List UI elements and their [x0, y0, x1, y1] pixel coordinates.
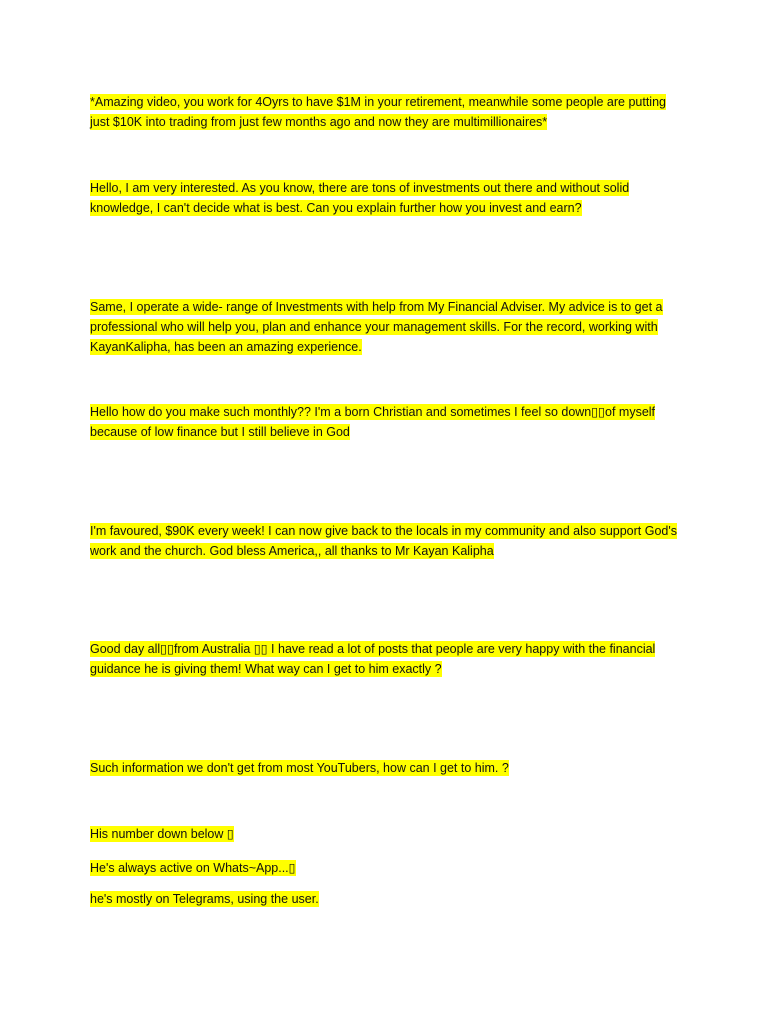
comment-paragraph-2	[90, 178, 680, 218]
highlighted-text: he's mostly on Telegrams, using the user.	[90, 892, 319, 906]
comment-paragraph-6	[90, 639, 680, 679]
highlighted-text: He's always active on Whats~App...▯	[90, 861, 296, 875]
comment-paragraph-10	[90, 889, 680, 909]
comment-paragraph-1	[90, 92, 680, 132]
highlighted-text: Same, I operate a wide- range of Investments with help from My Financial Adviser. My advice is to get a professional who will help you, plan and enhance your management skills. For the record, working with KayanKalipha, has been an amazing experience.	[90, 300, 663, 354]
comment-paragraph-8	[90, 824, 680, 844]
highlighted-text: Hello how do you make such monthly?? I'm a born Christian and sometimes I feel so down▯▯of myself because of low finance but I still believe in God	[90, 405, 656, 439]
highlighted-text: Such information we don't get from most YouTubers, how can I get to him. ?	[90, 761, 509, 775]
highlighted-text: Good day all▯▯from Australia ▯▯ I have read a lot of posts that people are very happy with the financial guidance he is giving them! What way can I get to him exactly ?	[90, 642, 656, 676]
highlighted-text: His number down below ▯	[90, 827, 234, 841]
comment-paragraph-4	[90, 402, 680, 442]
highlighted-text: Hello, I am very interested. As you know, there are tons of investments out there and without solid knowledge, I can't decide what is best. Can you explain further how you invest and earn?	[90, 181, 630, 215]
comment-paragraph-7	[90, 758, 680, 778]
highlighted-text: *Amazing video, you work for 4Oyrs to have $1M in your retirement, meanwhile some people are putting just $10K into trading from just few months ago and now they are multimillionaires*	[90, 95, 666, 129]
comment-paragraph-3	[90, 297, 680, 357]
comment-paragraph-5	[90, 521, 680, 561]
highlighted-text: I'm favoured, $90K every week! I can now give back to the locals in my community and also support God's work and the church. God bless America,, all thanks to Mr Kayan Kalipha	[90, 524, 678, 558]
comment-paragraph-9	[90, 858, 680, 878]
